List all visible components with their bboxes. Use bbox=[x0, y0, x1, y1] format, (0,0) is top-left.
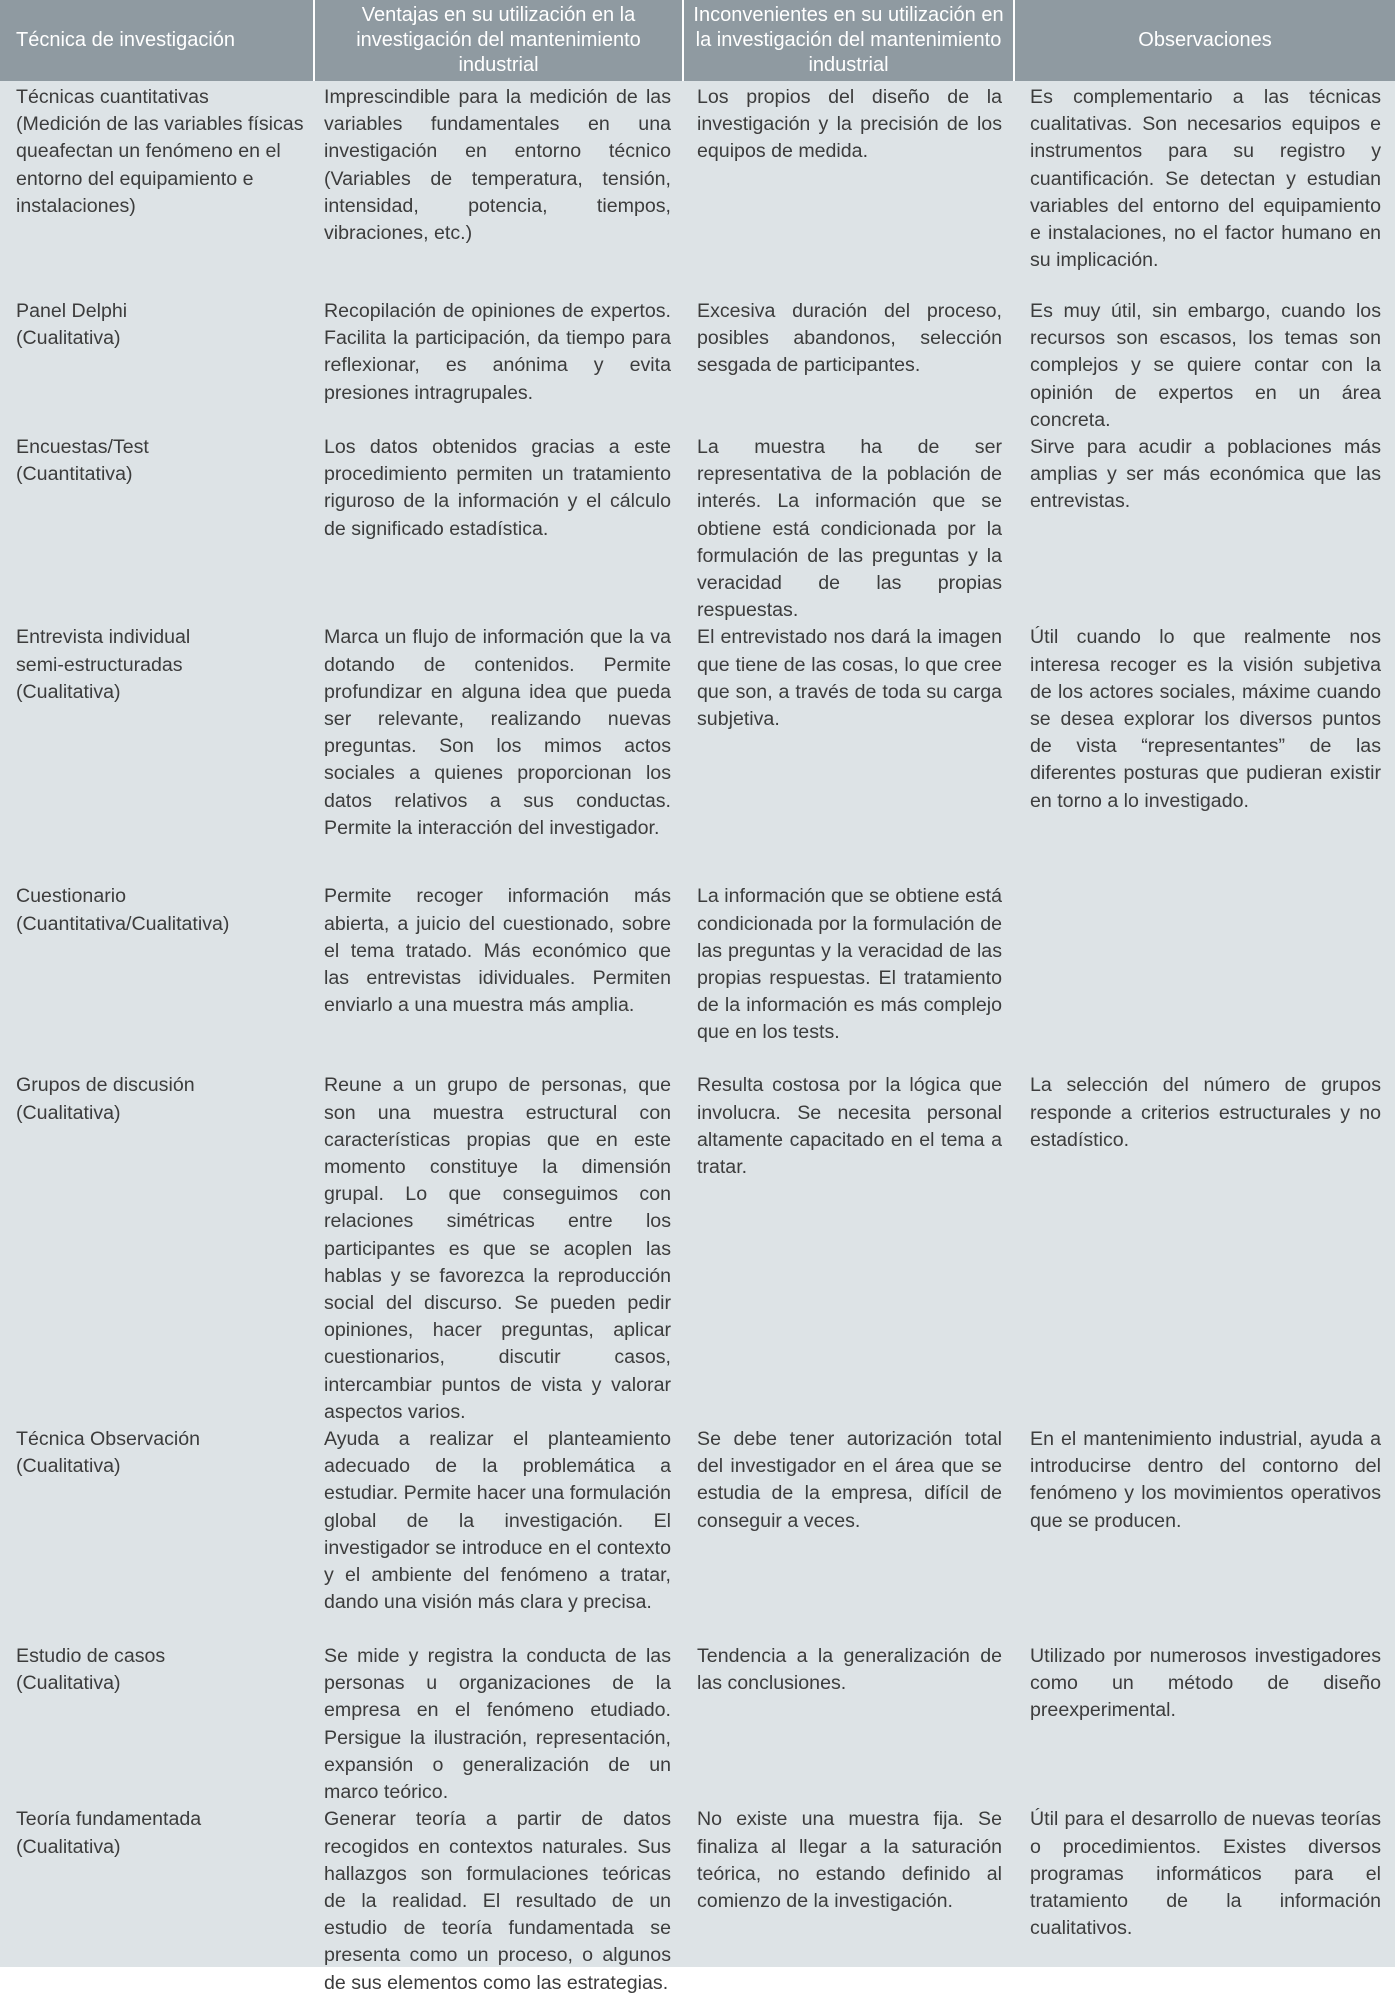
observations-cell: Es complementario a las técnicas cualitativas. Son necesarios equipos e instrumentos para su registro y cuantificación. Se detectan y estudian variables del entorno del equipamiento e instalaciones, no el factor humano en su implicación. bbox=[1030, 86, 1381, 272]
technique-cell bbox=[0, 1426, 314, 1643]
advantages-cell: Ayuda a realizar el planteamiento adecuado de la problemática a estudiar. Permite hacer una formulación global de la investigación. El investigador se introduce en el contexto y el ambiente del fenómeno a tratar, dando una visión más clara y precisa. bbox=[324, 1428, 671, 1614]
technique-detail: (Cualitativa) bbox=[16, 1835, 121, 1858]
advantages-cell: Imprescindible para la medición de las variables fundamentales en una investigación en entorno técnico (Variables de temperatura, tensión, intensidad, potencia, tiempos, vibraciones, etc.) bbox=[324, 86, 671, 245]
observations-cell: Es muy útil, sin embargo, cuando los recursos son escasos, los temas son complejos y se quiere contar con la opinión de expertos en un área concreta. bbox=[1030, 300, 1381, 431]
disadvantages-cell: Excesiva duración del proceso, posibles abandonos, selección sesgada de participantes. bbox=[697, 300, 1002, 377]
disadvantages-cell: Se debe tener autorización total del investigador en el área que se estudia de la empresa, difícil de conseguir a veces. bbox=[697, 1428, 1002, 1532]
advantages-cell: Marca un flujo de información que la va dotando de contenidos. Permite profundizar en alguna idea que pueda ser relevante, realizando nuevas preguntas. Son los mimos actos sociales a quienes proporcionan los datos relativos a sus conductas. Permite la interacción del investigador. bbox=[324, 626, 671, 839]
technique-name: Técnica Observación bbox=[16, 1428, 201, 1451]
disadvantages-cell: La información que se obtiene está condicionada por la formulación de las preguntas y la veracidad de las propias respuestas. El tratamiento de la información es más complejo que en los tests. bbox=[697, 885, 1002, 1044]
table-row bbox=[0, 1072, 1395, 1426]
technique-name: Teoría fundamentada bbox=[16, 1808, 202, 1831]
technique-type: (Cualitativa) bbox=[16, 680, 121, 703]
disadvantages-cell: Tendencia a la generalización de las conclusiones. bbox=[697, 1645, 1002, 1695]
advantages-cell: Reune a un grupo de personas, que son una muestra estructural con características propias que en este momento constituye la dimensión grupal. Lo que conseguimos con relaciones simétricas entre los participantes es que se acoplen las hablas y se favorezca la reproducción social del discurso. Se pueden pedir opiniones, hacer preguntas, aplicar cuestionarios, discutir casos, intercambiar puntos de vista y valorar aspectos varios. bbox=[324, 1074, 671, 1423]
advantages-cell: Generar teoría a partir de datos recogidos en contextos naturales. Sus hallazgos son formulaciones teóricas de la realidad. El resultado de un estudio de teoría fundamentada se presenta como un proceso, o algunos de sus elementos como las estrategias. bbox=[324, 1808, 671, 1994]
technique-cell bbox=[0, 1643, 314, 1806]
technique-detail: (Cualitativa) bbox=[16, 1672, 121, 1695]
technique-name: Técnicas cuantitativas bbox=[16, 86, 209, 108]
observations-cell bbox=[1014, 883, 1395, 1072]
table-row bbox=[0, 1426, 1395, 1643]
technique-detail: (Cuantitativa) bbox=[16, 463, 133, 486]
technique-detail: (Cuantitativa/Cualitativa) bbox=[16, 912, 230, 935]
technique-name: Cuestionario bbox=[16, 885, 127, 908]
observations-cell: La selección del número de grupos responde a criterios estructurales y no estadístico. bbox=[1030, 1074, 1381, 1151]
technique-detail: (Cualitativa) bbox=[16, 1101, 121, 1124]
technique-name: Encuestas/Test bbox=[16, 436, 149, 459]
advantages-cell: Los datos obtenidos gracias a este procedimiento permiten un tratamiento riguroso de la información y el cálculo de significado estadística. bbox=[324, 436, 671, 540]
observations-cell: Útil cuando lo que realmente nos interesa recoger es la visión subjetiva de los actores sociales, máxime cuando se desea explorar los diversos puntos de vista “representantes” de las diferentes posturas que pudieran existir en torno a lo investigado. bbox=[1030, 626, 1381, 812]
technique-detail: semi-estructuradas bbox=[16, 653, 183, 676]
table-row bbox=[0, 624, 1395, 883]
table-header-row bbox=[0, 0, 1395, 81]
technique-cell bbox=[0, 81, 314, 298]
technique-cell bbox=[0, 1072, 314, 1426]
disadvantages-cell: Resulta costosa por la lógica que involucra. Se necesita personal altamente capacitado en el tema a tratar. bbox=[697, 1074, 1002, 1179]
technique-cell bbox=[0, 434, 314, 624]
technique-name: Panel Delphi bbox=[16, 300, 128, 322]
table-row bbox=[0, 81, 1395, 298]
disadvantages-cell: La muestra ha de ser representativa de la población de interés. La información que se obtiene está condicionada por la formulación de las preguntas y la veracidad de las propias respuestas. bbox=[697, 436, 1002, 622]
table-row bbox=[0, 1643, 1395, 1806]
technique-detail: (Medición de las variables físicas queafectan un fenómeno en el entorno del equipamiento e instalaciones) bbox=[16, 113, 304, 217]
disadvantages-cell: No existe una muestra fija. Se finaliza al llegar a la saturación teórica, no estando definido al comienzo de la investigación. bbox=[697, 1808, 1002, 1912]
disadvantages-cell: Los propios del diseño de la investigación y la precisión de los equipos de medida. bbox=[697, 86, 1002, 163]
technique-detail: (Cualitativa) bbox=[16, 327, 121, 350]
table-row bbox=[0, 298, 1395, 434]
technique-cell bbox=[0, 298, 314, 434]
technique-name: Entrevista individual bbox=[16, 626, 191, 649]
advantages-cell: Permite recoger información más abierta, a juicio del cuestionado, sobre el tema tratado. Más económico que las entrevistas idividuales. Permiten enviarlo a una muestra más amplia. bbox=[324, 885, 671, 1017]
technique-cell bbox=[0, 624, 314, 883]
advantages-cell: Se mide y registra la conducta de las personas u organizaciones de la empresa en el fenómeno etudiado. Persigue la ilustración, representación, expansión o generalización de un marco teórico. bbox=[324, 1645, 671, 1804]
header-disadvantages: Inconvenientes en su utilización en la investigación del mantenimiento industrial bbox=[683, 0, 1014, 81]
technique-detail: (Cualitativa) bbox=[16, 1455, 121, 1478]
disadvantages-cell: El entrevistado nos dará la imagen que tiene de las cosas, lo que cree que son, a través de toda su carga subjetiva. bbox=[697, 626, 1002, 731]
observations-cell: Sirve para acudir a poblaciones más amplias y ser más económica que las entrevistas. bbox=[1030, 436, 1381, 513]
table-row bbox=[0, 1806, 1395, 2006]
technique-cell bbox=[0, 883, 314, 1072]
technique-name: Grupos de discusión bbox=[16, 1074, 195, 1097]
observations-cell: Utilizado por numerosos investigadores como un método de diseño preexperimental. bbox=[1030, 1645, 1381, 1722]
advantages-cell: Recopilación de opiniones de expertos. Facilita la participación, da tiempo para reflexionar, es anónima y evita presiones intragrupales. bbox=[324, 300, 671, 404]
header-advantages: Ventajas en su utilización en la investigación del mantenimiento industrial bbox=[314, 0, 683, 81]
table-row bbox=[0, 883, 1395, 1072]
header-technique: Técnica de investigación bbox=[0, 0, 314, 81]
technique-name: Estudio de casos bbox=[16, 1645, 166, 1668]
header-observations: Observaciones bbox=[1138, 29, 1272, 51]
observations-cell: Útil para el desarrollo de nuevas teorías o procedimientos. Existes diversos programas informáticos para el tratamiento de la información cualitativos. bbox=[1030, 1808, 1381, 1940]
technique-cell bbox=[0, 1806, 314, 2006]
observations-cell: En el mantenimiento industrial, ayuda a introducirse dentro del contorno del fenómeno y los movimientos operativos que se producen. bbox=[1030, 1428, 1381, 1532]
table-row bbox=[0, 434, 1395, 624]
